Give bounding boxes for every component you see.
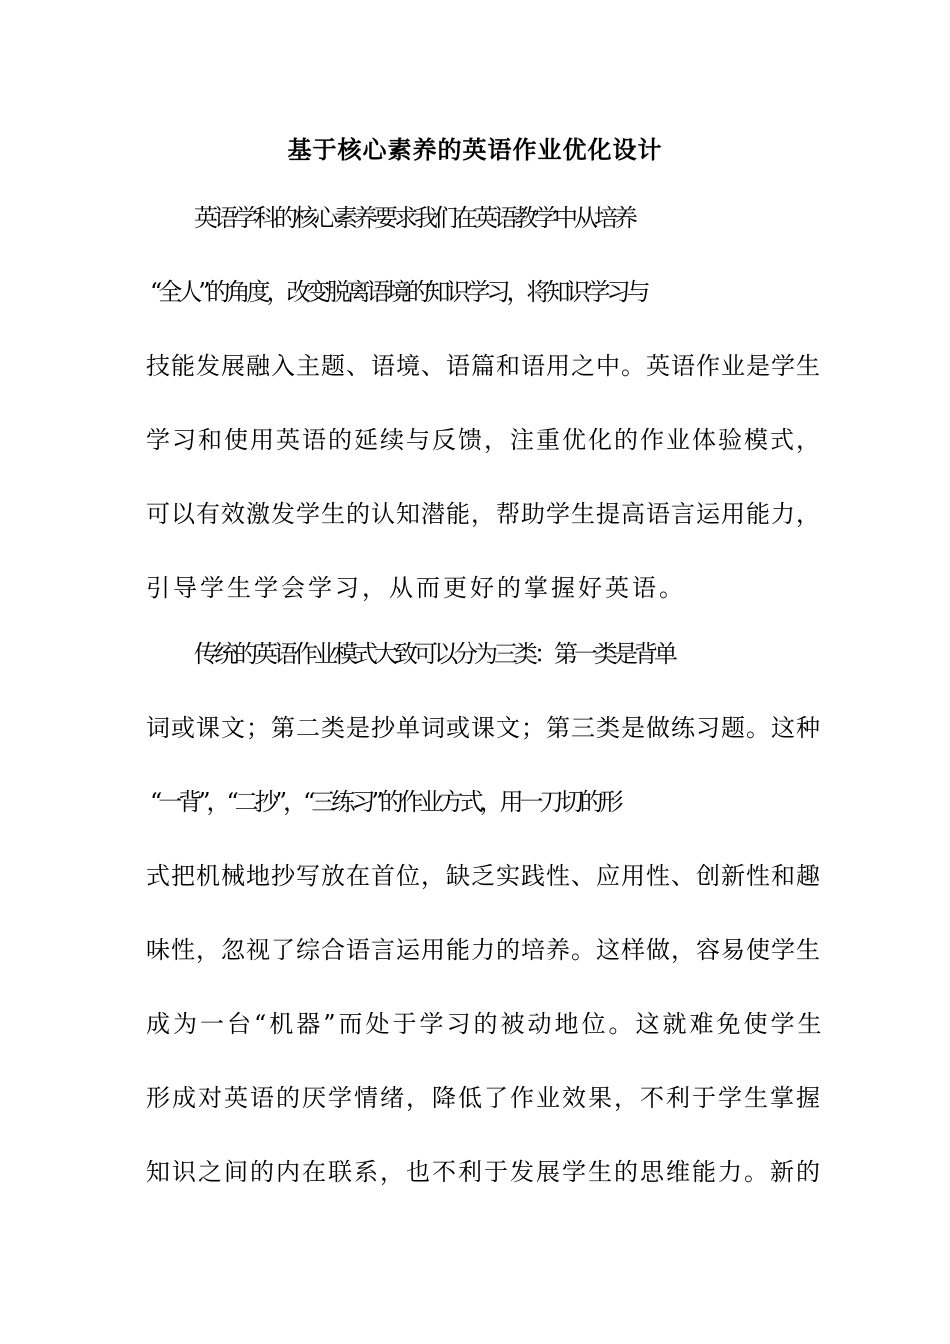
paragraph-line-8: 词或课文；第二类是抄单词或课文；第三类是做练习题。这种 (146, 714, 821, 742)
paragraph-line-3: 技能发展融入主题、语境、语篇和语用之中。英语作业是学生 (146, 352, 821, 380)
paragraph-line-4: 学习和使用英语的延续与反馈，注重优化的作业体验模式， (146, 426, 822, 454)
paragraph-line-7: 传统的英语作业模式大致可以分为三类：第一类是背单 (194, 640, 674, 668)
paragraph-line-5: 可以有效激发学生的认知潜能，帮助学生提高语言运用能力， (146, 500, 821, 528)
paragraph-line-12: 成为一台“机器”而处于学习的被动地位。这就难免使学生 (146, 1010, 825, 1038)
paragraph-line-11: 味性，忽视了综合语言运用能力的培养。这样做，容易使学生 (146, 936, 821, 964)
paragraph-line-14: 知识之间的内在联系，也不利于发展学生的思维能力。新的 (146, 1158, 822, 1186)
document-title: 基于核心素养的英语作业优化设计 (287, 135, 663, 164)
paragraph-line-6: 引导学生学会学习，从而更好的掌握好英语。 (146, 574, 686, 602)
paragraph-line-1: 英语学科的核心素养要求我们在英语教学中从培养 (194, 204, 634, 232)
paragraph-line-10: 式把机械地抄写放在首位，缺乏实践性、应用性、创新性和趣 (146, 862, 821, 890)
paragraph-line-9: “一背”，“二抄”，“三练习”的作业方式，用一刀切的形 (150, 788, 620, 816)
paragraph-line-13: 形成对英语的厌学情绪，降低了作业效果，不利于学生掌握 (146, 1084, 822, 1112)
paragraph-line-2: “全人”的角度，改变脱离语境的知识学习，将知识学习与 (150, 278, 647, 306)
